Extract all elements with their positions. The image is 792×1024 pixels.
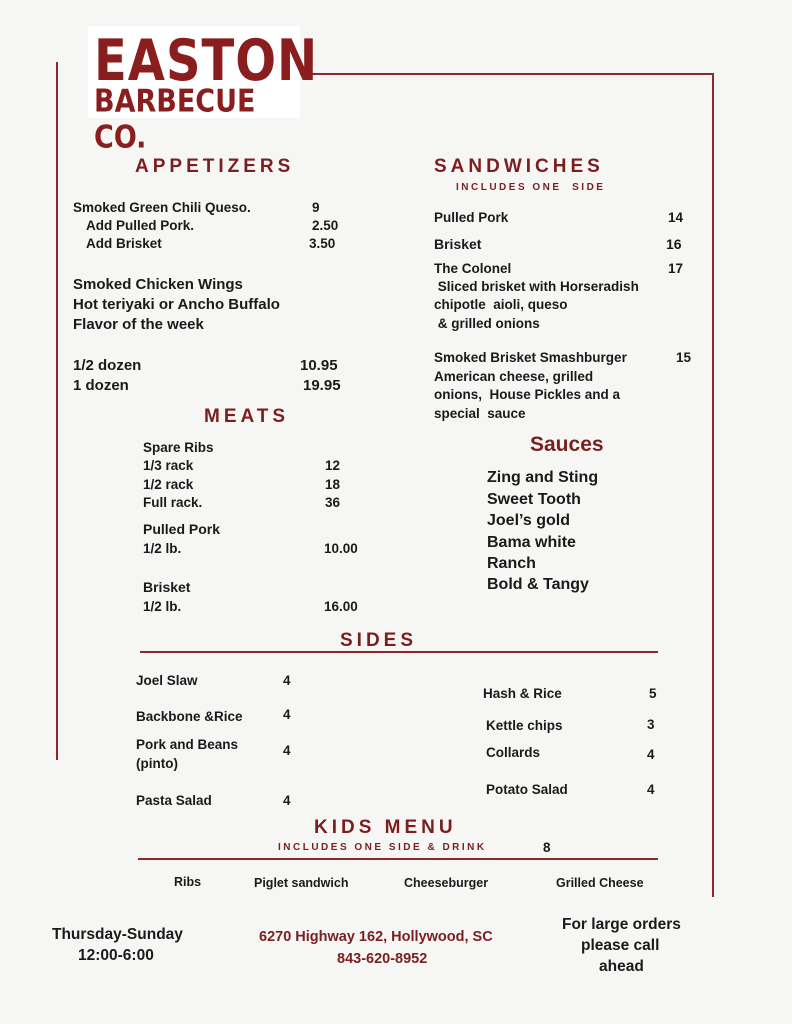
sauce-item: Sweet Tooth	[487, 491, 581, 508]
half-dozen-name: 1/2 dozen	[73, 357, 142, 374]
side-item-price: 4	[283, 743, 291, 758]
queso-name: Smoked Green Chili Queso.	[73, 200, 251, 215]
side-item-name-line2: (pinto)	[136, 756, 178, 771]
kids-menu-price: 8	[543, 840, 551, 855]
spare-ribs-label: Spare Ribs	[143, 440, 214, 455]
sauce-item: Ranch	[487, 555, 536, 572]
sandwiches-subtitle: INCLUDES ONE SIDE	[456, 182, 606, 193]
dozen-price: 19.95	[303, 377, 341, 394]
side-item-name: Kettle chips	[486, 718, 563, 733]
border-top-line	[300, 73, 714, 75]
smashburger-desc: special sauce	[434, 406, 526, 421]
add-brisket-price: 3.50	[309, 236, 336, 251]
wings-line: Smoked Chicken Wings	[73, 276, 243, 293]
border-right-line	[712, 73, 714, 897]
full-rack-price: 36	[325, 495, 341, 510]
footer-note-line: ahead	[599, 958, 644, 975]
side-item-name: Hash & Rice	[483, 686, 562, 701]
half-dozen-price: 10.95	[300, 357, 338, 374]
footer-address: 6270 Highway 162, Hollywood, SC	[259, 929, 493, 945]
smashburger-desc: onions, House Pickles and a	[434, 387, 621, 402]
side-item-name: Joel Slaw	[136, 673, 198, 688]
side-item-price: 4	[647, 747, 655, 762]
meats-heading: MEATS	[204, 406, 290, 427]
side-item-price: 4	[283, 793, 291, 808]
logo	[88, 26, 319, 156]
smashburger-price: 15	[676, 350, 692, 365]
pork-half-lb-name: 1/2 lb.	[143, 541, 182, 556]
colonel-desc: chipotle aioli, queso	[434, 297, 568, 312]
footer-note-line: please call	[581, 937, 660, 954]
colonel-desc: & grilled onions	[434, 316, 540, 331]
kids-item: Grilled Cheese	[556, 876, 644, 890]
sauce-item: Bold & Tangy	[487, 576, 589, 593]
half-rack-name: 1/2 rack	[143, 477, 194, 492]
colonel-name: The Colonel	[434, 261, 512, 276]
side-item-name: Potato Salad	[486, 782, 568, 797]
sandwiches-heading: SANDWICHES	[434, 156, 604, 177]
sauce-item: Bama white	[487, 534, 576, 551]
kids-item: Ribs	[174, 875, 202, 889]
colonel-price: 17	[668, 261, 684, 276]
sauces-heading: Sauces	[530, 433, 604, 456]
side-item-name: Pasta Salad	[136, 793, 212, 808]
dozen-name: 1 dozen	[73, 377, 129, 394]
sauce-item: Zing and Sting	[487, 469, 599, 486]
kids-menu-heading: KIDS MENU	[314, 817, 457, 838]
third-rack-price: 12	[325, 458, 341, 473]
side-item-name: Pork and Beans	[136, 737, 239, 752]
half-rack-price: 18	[325, 477, 341, 492]
sandwich-brisket-name: Brisket	[434, 236, 482, 252]
footer-days: Thursday-Sunday	[52, 926, 183, 943]
side-item-price: 4	[283, 673, 291, 688]
logo-name-top: EASTON	[94, 28, 319, 95]
smashburger-name: Smoked Brisket Smashburger	[434, 350, 627, 365]
meats-pulled-pork-label: Pulled Pork	[143, 521, 221, 537]
third-rack-name: 1/3 rack	[143, 458, 194, 473]
side-item-name: Collards	[486, 745, 541, 760]
add-pork-name: Add Pulled Pork.	[86, 218, 195, 233]
brisket-half-lb-name: 1/2 lb.	[143, 599, 182, 614]
full-rack-name: Full rack.	[143, 495, 203, 510]
footer-hours: 12:00-6:00	[78, 947, 154, 964]
wings-line: Flavor of the week	[73, 316, 204, 333]
queso-price: 9	[312, 200, 320, 215]
side-item-price: 4	[283, 707, 291, 722]
border-left-line	[56, 62, 58, 760]
kids-item: Piglet sandwich	[254, 876, 349, 890]
brisket-half-lb-price: 16.00	[324, 599, 358, 614]
pork-half-lb-price: 10.00	[324, 541, 358, 556]
colonel-desc: Sliced brisket with Horseradish	[434, 279, 639, 294]
kids-divider	[138, 858, 658, 860]
side-item-name: Backbone &Rice	[136, 709, 243, 724]
logo-name-bottom: BARBECUE CO.	[94, 84, 256, 156]
sides-heading: SIDES	[340, 630, 418, 651]
side-item-price: 5	[649, 686, 657, 701]
footer-note-line: For large orders	[562, 916, 681, 933]
add-brisket-name: Add Brisket	[86, 236, 162, 251]
smashburger-desc: American cheese, grilled	[434, 369, 594, 384]
side-item-price: 3	[647, 717, 655, 732]
footer-phone: 843-620-8952	[337, 951, 428, 967]
sandwich-brisket-price: 16	[666, 236, 682, 252]
sauce-item: Joel’s gold	[487, 512, 570, 529]
sides-divider	[140, 651, 658, 653]
wings-line: Hot teriyaki or Ancho Buffalo	[73, 296, 280, 313]
meats-brisket-label: Brisket	[143, 579, 191, 595]
sandwich-pulled-pork-price: 14	[668, 210, 684, 225]
kids-item: Cheeseburger	[404, 876, 489, 890]
add-pork-price: 2.50	[312, 218, 339, 233]
kids-menu-subtitle: INCLUDES ONE SIDE & DRINK	[278, 842, 487, 853]
side-item-price: 4	[647, 782, 655, 797]
sandwich-pulled-pork-name: Pulled Pork	[434, 210, 509, 225]
appetizers-heading: APPETIZERS	[135, 156, 295, 177]
